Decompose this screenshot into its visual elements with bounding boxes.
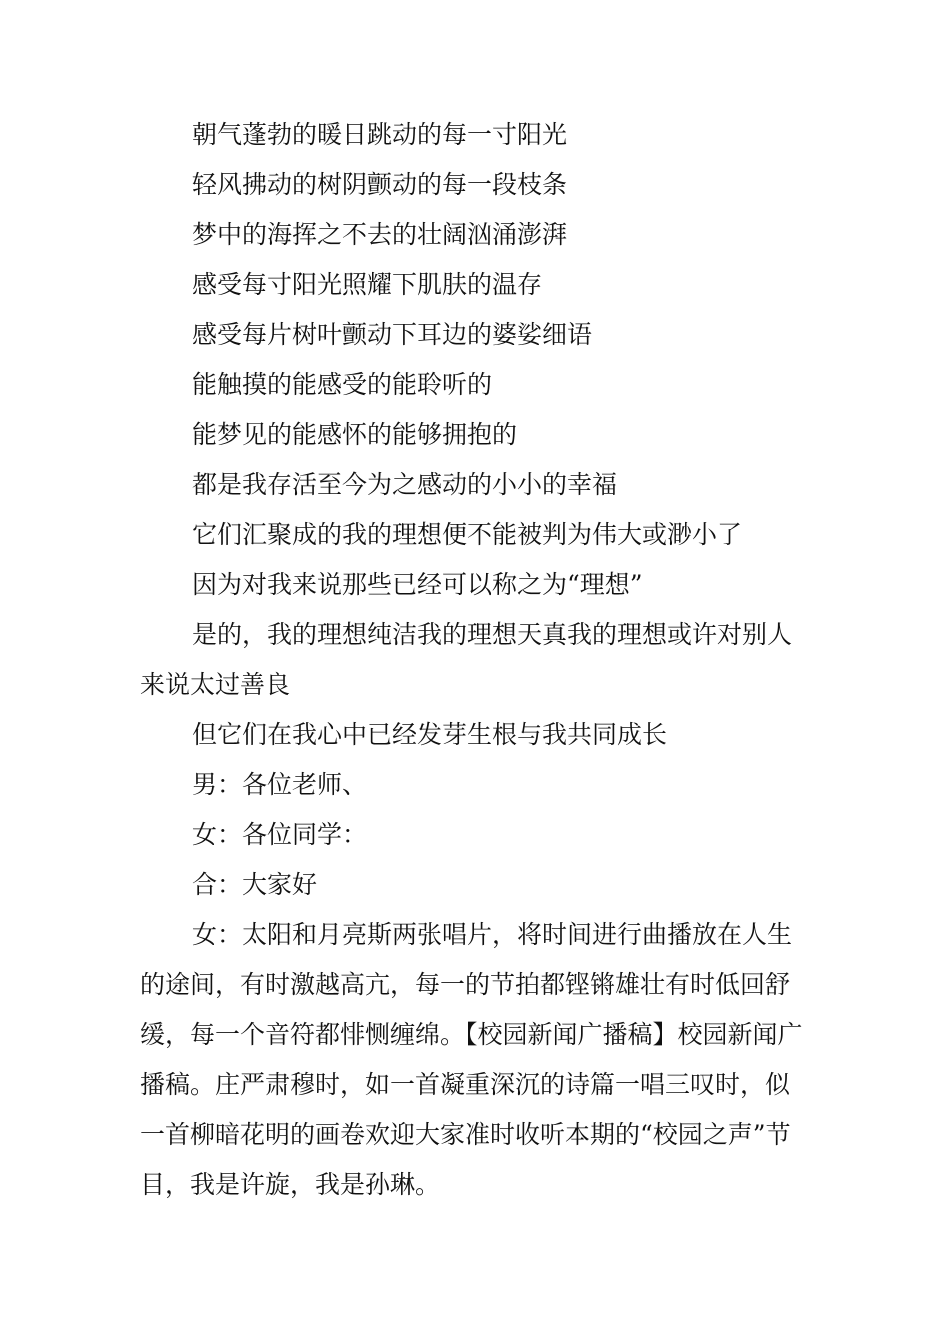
document-body	[140, 110, 810, 1210]
paragraph: 因为对我来说那些已经可以称之为“理想”	[192, 570, 643, 599]
speaker-line: 合：大家好	[192, 870, 318, 899]
paragraph: 梦中的海挥之不去的壮阔汹涌澎湃	[192, 220, 568, 249]
speaker-line: 男：各位老师、	[192, 770, 368, 799]
paragraph: 感受每片树叶颤动下耳边的婆娑细语	[192, 320, 593, 349]
paragraph: 是的，我的理想纯洁我的理想天真我的理想或许对别人来说太过善良	[140, 620, 793, 699]
paragraph: 但它们在我心中已经发芽生根与我共同成长	[192, 720, 668, 749]
speaker-line: 女：各位同学：	[192, 820, 368, 849]
paragraph: 感受每寸阳光照耀下肌肤的温存	[192, 270, 543, 299]
paragraph: 都是我存活至今为之感动的小小的幸福	[192, 470, 618, 499]
paragraph: 轻风拂动的树阴颤动的每一段枝条	[192, 170, 568, 199]
paragraph: 能触摸的能感受的能聆听的	[192, 370, 493, 399]
paragraph: 它们汇聚成的我的理想便不能被判为伟大或渺小了	[192, 520, 743, 549]
paragraph: 能梦见的能感怀的能够拥抱的	[192, 420, 518, 449]
speaker-line: 女：太阳和月亮斯两张唱片，将时间进行曲播放在人生的途间，有时激越高亢，每一的节拍都铿锵雄壮有时低回舒缓，每一个音符都悱恻缠绵。【校园新闻广播稿】校园新闻广播稿。庄严肃穆时，如一首凝重深沉的诗篇一唱三叹时，似一首柳暗花明的画卷欢迎大家准时收听本期的“校园之声”节目，我是许旋，我是孙琳。	[140, 920, 803, 1199]
paragraph: 朝气蓬勃的暖日跳动的每一寸阳光	[192, 120, 568, 149]
